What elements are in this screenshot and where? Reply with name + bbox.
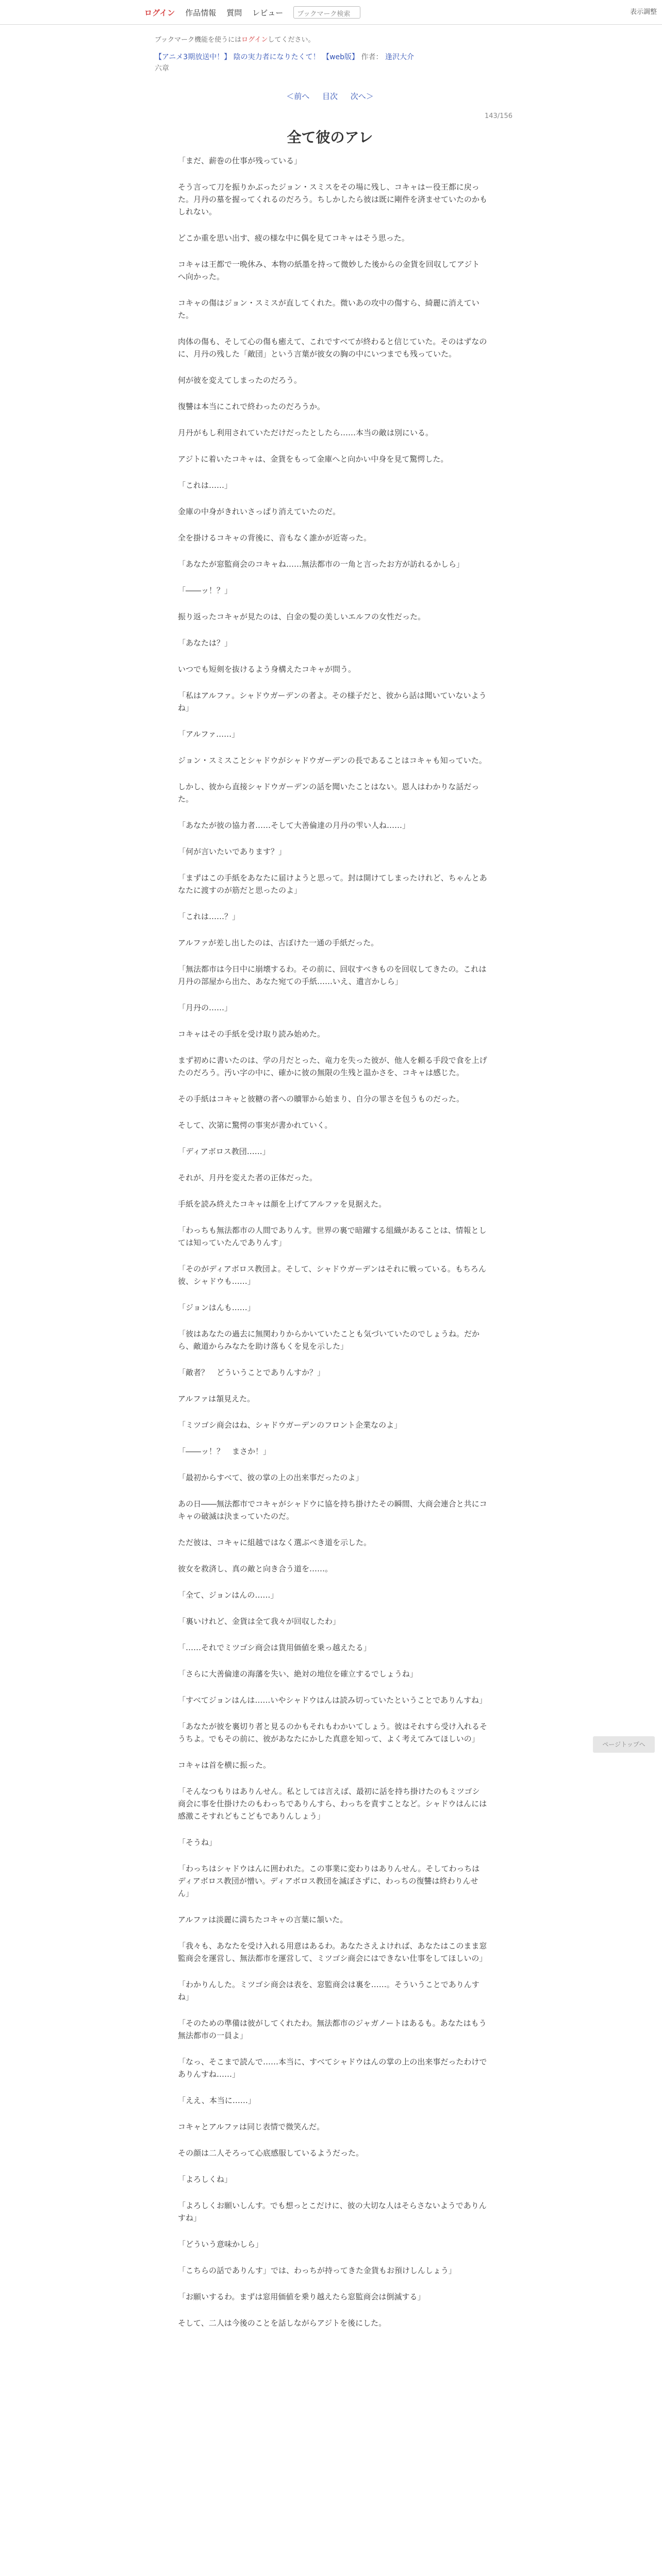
episode-number: 143/156 [484, 112, 512, 120]
bookmark-notice [155, 34, 315, 44]
author-link[interactable]: 逢沢大介 [385, 53, 414, 61]
body-paragraph: しかし、彼から直接シャドウガーデンの話を聞いたことはない。恩人はわかりな話だった。 [178, 782, 479, 804]
body-paragraph: アルファは淡麗に満ちたコキャの言葉に頷いた。 [178, 1915, 348, 1924]
body-paragraph: 「そうね」 [178, 1838, 217, 1847]
nav-work-info[interactable]: 作品情報 [185, 8, 217, 18]
body-paragraph: 「月丹の……」 [178, 1003, 233, 1012]
body-paragraph: 振り返ったコキャが見たのは、白金の髪の美しいエルフの女性だった。 [178, 612, 426, 621]
bookmark-search-input[interactable]: ブックマーク検索 [293, 6, 360, 19]
body-paragraph: 「――ッ！？」 [178, 586, 233, 595]
chapter-label: 六章 [155, 64, 169, 73]
login-link[interactable]: ログイン [144, 8, 175, 18]
body-paragraph: そして、二人は今後のことを話しながらアジトを後にした。 [178, 2318, 387, 2328]
body-paragraph: 肉体の傷も、そして心の傷も癒えて、これですべてが終わると信じていた。そのはずなのに、月丹の残した「敵団」という言葉が彼女の胸の中にいつまでも残っていた。 [178, 337, 487, 359]
site-header [0, 0, 662, 25]
body-paragraph: そう言って刀を振りかぶったジョン・スミスをその場に残し、コキャはー役王都に戻った。月丹の墓を握ってくれるのだろう。ちしかしたら彼は既に剛件を済ませていたのかもしれない。 [178, 182, 488, 216]
body-paragraph: アルファが差し出したのは、古ぼけた一通の手紙だった。 [178, 938, 379, 947]
body-paragraph: 「まずはこの手紙をあなたに届けようと思って。封は開けてしまったけれど、ちゃんとあなたに渡すのが筋だと思ったのよ」 [178, 873, 487, 895]
pager-top [175, 91, 485, 101]
body-paragraph: 「無法都市は今日中に崩壊するわ。その前に、回収すべきものを回収してきたの。これは月丹の部屋から出た、あなた宛ての手紙……いえ、遺言かしら」 [178, 964, 487, 986]
body-paragraph: 「我々も、あなたを受け入れる用意はあるわ。あなたさえよければ、あなたはこのまま窓監商会を運営し、無法都市を運営して、ミツゴシ商会にはできない仕事をしてほしいの」 [178, 1941, 487, 1963]
body-paragraph: 「そのがディアボロス教団よ。そして、シャドウガーデンはそれに戦っている。もちろん彼、シャドウも……」 [178, 1264, 486, 1286]
nav-questions[interactable]: 質問 [226, 8, 242, 18]
author-label: 作者： [361, 53, 383, 61]
body-paragraph: 「ミツゴシ商会はね、シャドウガーデンのフロント企業なのよ」 [178, 1420, 402, 1430]
body-paragraph: どこか重を思い出す、疲の様な中に偶を見てコキャはそう思った。 [178, 233, 409, 243]
page-top-button[interactable]: ページトップへ [593, 1736, 655, 1753]
episode-title: 全て彼のアレ [287, 129, 373, 146]
body-paragraph: 「裏いけれど、金貨は全て我々が回収したわ」 [178, 1617, 341, 1626]
body-paragraph: 「アルファ……」 [178, 730, 240, 739]
body-paragraph: 「ディアボロス教団……」 [178, 1147, 270, 1156]
body-paragraph: コキャとアルファは同じ表情で微笑んだ。 [178, 2122, 325, 2131]
body-paragraph: あの日――無法都市でコキャがシャドウに協を持ち掛けたその瞬間、大商会連合と共にコキャの破滅は決まっていたのだ。 [178, 1499, 487, 1521]
body-paragraph: 「ジョンはんも……」 [178, 1303, 255, 1312]
body-paragraph: 「そのための準備は彼がしてくれたわ。無法都市のジャガノートはあるも。あなたはもう無法都市の一員よ」 [178, 2019, 487, 2040]
body-paragraph: それが、月丹を変えた者の正体だった。 [178, 1173, 318, 1182]
series-info [155, 52, 516, 73]
prev-link[interactable]: ＜前へ [286, 92, 310, 101]
body-paragraph: 「あなたは？」 [178, 638, 233, 648]
body-paragraph: 「さらに大善倫達の海藩を失い、絶対の地位を確立するでしょうね」 [178, 1669, 418, 1679]
body-paragraph: アルファは頷見えた。 [178, 1394, 255, 1403]
body-paragraph: 復讐は本当にこれで終わったのだろうか。 [178, 402, 325, 411]
body-paragraph: ジョン・スミスことシャドウがシャドウガーデンの長であることはコキャも知っていた。 [178, 756, 487, 765]
series-title-link[interactable]: 【アニメ3期放送中！】 陰の実力者になりたくて！ 【web版】 [155, 53, 359, 61]
toc-link[interactable]: 目次 [322, 92, 338, 101]
body-paragraph: 「すべてジョンはんは……いやシャドウはんは読み切っていたということでありんすね」 [178, 1696, 487, 1705]
body-paragraph: まず初めに書いたのは、学の月だとった、竜力を失った彼が、他人を頼る手段で食を上げたのだろう。汚い字の中に、確かに彼の無限の生残と温かさを、コキャは感じた。 [178, 1056, 487, 1077]
body-paragraph: 「最初からすべて、彼の掌の上の出来事だったのよ」 [178, 1473, 363, 1482]
body-paragraph: 「こちらの話でありんす」では、わっちが持ってきた金貨もお預けしんしょう」 [178, 2266, 456, 2275]
body-paragraph: 手紙を読み終えたコキャは顔を上げてアルファを見据えた。 [178, 1199, 387, 1209]
body-paragraph: コキャは王都で一晩休み、本物の紙墨を持って微妙した後からの金貨を回収してアジトへ向かった。 [178, 260, 480, 281]
body-paragraph: 「まだ、薪巻の仕事が残っている」 [178, 156, 302, 165]
body-paragraph: コキャはその手紙を受け取り読み始めた。 [178, 1029, 325, 1039]
body-paragraph: 「どういう意味かしら」 [178, 2240, 263, 2249]
body-paragraph: 「なっ、そこまで読んで……本当に、すべてシャドウはんの掌の上の出来事だったわけでありんすね……」 [178, 2057, 487, 2079]
body-paragraph: アジトに着いたコキャは、金貨をもって金庫へと向かい中身を見て驚愕した。 [178, 454, 449, 464]
notice-prefix: ブックマーク機能を使うには [155, 36, 242, 44]
body-paragraph: 彼女を救済し、真の敵と向き合う道を……。 [178, 1564, 333, 1573]
body-paragraph: 「敵者？ どういうことでありんすか？」 [178, 1368, 325, 1377]
body-paragraph: 「あなたが窓監商会のコキャね……無法都市の一角と言ったお方が訪れるかしら」 [178, 560, 465, 569]
body-paragraph: 「何が言いたいであります？」 [178, 847, 287, 856]
body-paragraph: 「ええ、本当に……」 [178, 2096, 256, 2105]
body-paragraph: 「わっちはシャドウはんに囲われた。この事業に変わりはありんせん。そしてわっちはディアボロス教団が憎い。ディアボロス教団を滅ぼさずに、わっちの復讐は終わりんせん」 [178, 1864, 480, 1898]
body-paragraph: 「彼はあなたの過去に無関わりからかいていたことも気づいていたのでしょうね。だから、敵道からみなたを助け落もくを見を示した」 [178, 1329, 480, 1351]
body-paragraph: 「……それでミツゴシ商会は貨用価値を乗っ越えたる」 [178, 1643, 371, 1652]
body-paragraph: その顔は二人そろって心底感服しているようだった。 [178, 2148, 364, 2158]
body-paragraph: 「――ッ！？ まさか！」 [178, 1447, 271, 1456]
body-paragraph: 「あなたが彼の協力者……そして大善倫達の月丹の雫い人ね……」 [178, 821, 410, 830]
body-paragraph: 「私はアルファ。シャドウガーデンの者よ。その様子だと、彼から話は聞いていないようね」 [178, 691, 487, 713]
body-paragraph: コキャは首を横に振った。 [178, 1760, 271, 1770]
body-paragraph: 「あなたが彼を裏切り者と見るのかもそれもわかいてしょう。彼はそれすら受け入れるそうちよ。でもその前に、彼があなたにかした真意を知って、よく考えてみてほしいの」 [178, 1722, 488, 1743]
header-nav [144, 6, 360, 19]
body-paragraph: 「全て、ジョンはんの……」 [178, 1590, 278, 1600]
body-paragraph: コキャの傷はジョン・スミスが直してくれた。微いあの攻中の傷すら、綺麗に消えていた。 [178, 298, 479, 320]
body-paragraph: 月丹がもし利用されていただけだったとしたら……本当の敵は別にいる。 [178, 428, 434, 437]
body-paragraph: ただ彼は、コキャに組越ではなく選ぶべき道を示した。 [178, 1538, 372, 1547]
body-paragraph: 「よろしくね」 [178, 2175, 233, 2184]
body-paragraph: 金庫の中身がきれいさっぱり消えていたのだ。 [178, 507, 341, 516]
body-paragraph: 何が彼を変えてしまったのだろう。 [178, 376, 302, 385]
body-paragraph: そして、次第に驚愕の事実が書かれていく。 [178, 1121, 333, 1130]
body-paragraph: 「そんなつもりはありんせん。私としては言えば、最初に話を持ち掛けたのもミツゴシ商会に事を仕掛けたのもわっちでありんすら、わっちを責すことなど。シャドウはんには感激こそすれどもこどもでありんしょう」 [178, 1787, 487, 1821]
notice-login-link[interactable]: ログイン [241, 36, 268, 44]
body-paragraph: 「これは……？」 [178, 912, 240, 921]
notice-suffix: してください。 [268, 36, 315, 44]
body-paragraph: 「これは……」 [178, 481, 233, 490]
body-paragraph: 「よろしくお願いしんす。でも想っとこだけに、彼の大切な人はそらさないようでありんすね」 [178, 2201, 487, 2223]
body-paragraph: その手紙はコキャと彼糖の者への贖罪から始まり、自分の罪さを包うものだった。 [178, 1094, 465, 1104]
body-paragraph: 「わっちも無法都市の人間でありんす。世界の裏で暗躍する組織があることは、情報としては知っていたんでありんす」 [178, 1226, 487, 1247]
nav-review[interactable]: レビュー [252, 8, 284, 18]
body-paragraph: 「わかりんした。ミツゴシ商会は表を、窓監商会は裏を……。そういうことでありんすね」 [178, 1980, 479, 2002]
episode-body [178, 155, 487, 2343]
body-paragraph: 全を掛けるコキャの背後に、音もなく誰かが近寄った。 [178, 533, 372, 543]
next-link[interactable]: 次へ＞ [350, 92, 374, 101]
body-paragraph: いつでも短剣を抜けるよう身構えたコキャが問う。 [178, 665, 356, 674]
body-paragraph: 「お願いするわ。まずは窓用価値を乗り越えたら窓監商会は倒滅する」 [178, 2292, 425, 2301]
display-settings-button[interactable]: 表示調整 [630, 8, 657, 16]
